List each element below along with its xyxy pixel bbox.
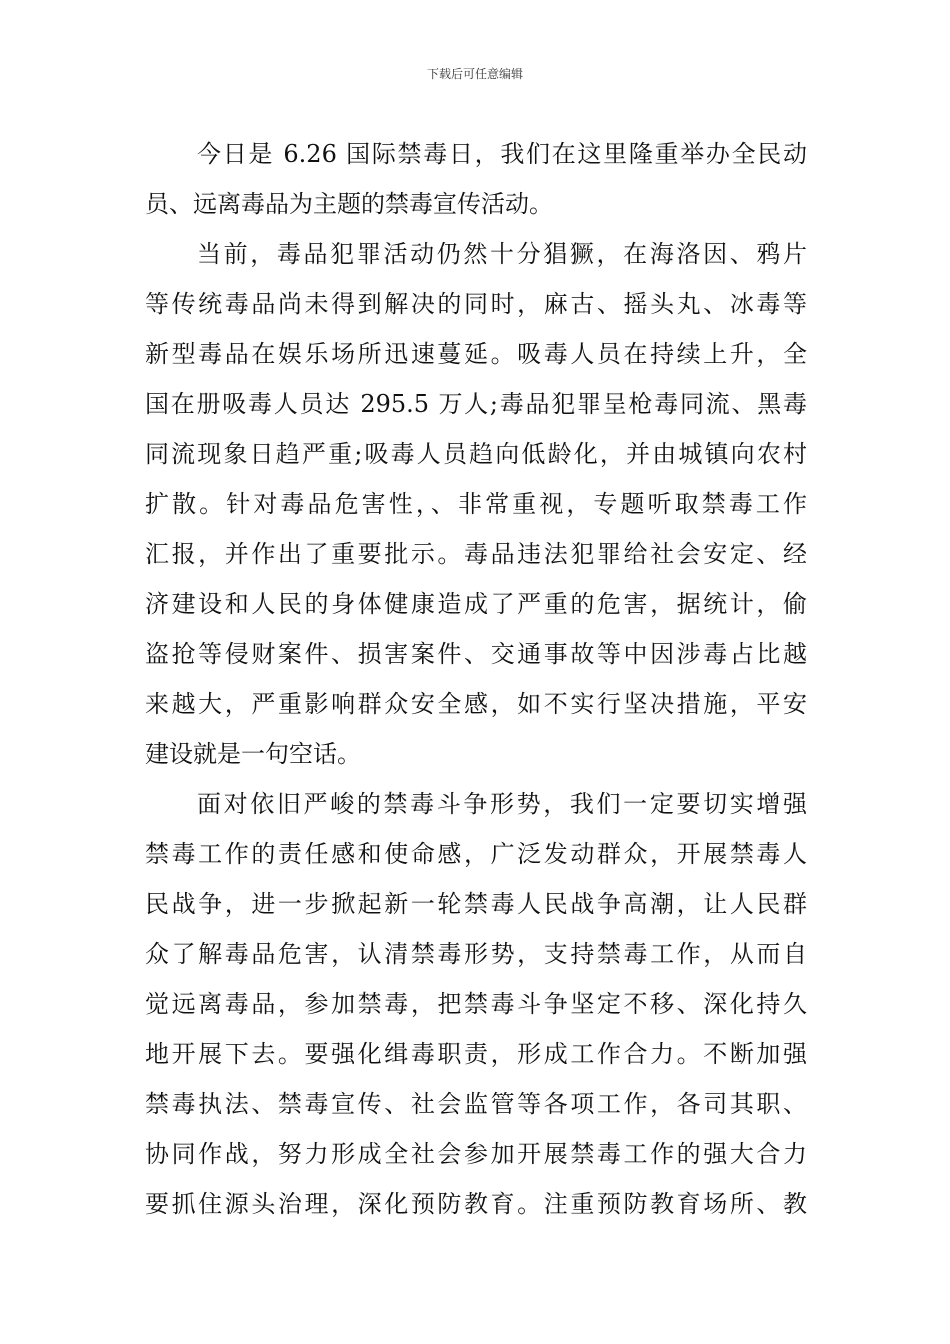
paragraph-line: 国在册吸毒人员达 295.5 万人;毒品犯罪呈枪毒同流、黑毒 bbox=[145, 390, 807, 418]
paragraph-1 bbox=[145, 129, 807, 229]
paragraph-line: 民战争，进一步掀起新一轮禁毒人民战争高潮，让人民群 bbox=[145, 890, 807, 918]
paragraph-line: 面对依旧严峻的禁毒斗争形势，我们一定要切实增强 bbox=[197, 790, 807, 818]
paragraph-line: 济建设和人民的身体健康造成了严重的危害，据统计，偷 bbox=[145, 590, 807, 618]
paragraph-line: 建设就是一句空话。 bbox=[145, 740, 361, 768]
paragraph-line: 汇报，并作出了重要批示。毒品违法犯罪给社会安定、经 bbox=[145, 540, 807, 568]
paragraph-line: 新型毒品在娱乐场所迅速蔓延。吸毒人员在持续上升，全 bbox=[145, 340, 807, 368]
document-body bbox=[145, 129, 807, 1229]
paragraph-line: 觉远离毒品，参加禁毒，把禁毒斗争坚定不移、深化持久 bbox=[145, 990, 807, 1018]
paragraph-line: 当前，毒品犯罪活动仍然十分猖獗，在海洛因、鸦片 bbox=[197, 240, 807, 268]
paragraph-line: 禁毒执法、禁毒宣传、社会监管等各项工作，各司其职、 bbox=[145, 1090, 807, 1118]
paragraph-line: 员、远离毒品为主题的禁毒宣传活动。 bbox=[145, 190, 553, 218]
paragraph-line: 盗抢等侵财案件、损害案件、交通事故等中因涉毒占比越 bbox=[145, 640, 807, 668]
paragraph-line: 禁毒工作的责任感和使命感，广泛发动群众，开展禁毒人 bbox=[145, 840, 807, 868]
paragraph-line: 要抓住源头治理，深化预防教育。注重预防教育场所、教 bbox=[145, 1190, 807, 1218]
paragraph-line: 众了解毒品危害，认清禁毒形势，支持禁毒工作，从而自 bbox=[145, 940, 807, 968]
paragraph-line: 等传统毒品尚未得到解决的同时，麻古、摇头丸、冰毒等 bbox=[145, 290, 807, 318]
paragraph-line: 地开展下去。要强化缉毒职责，形成工作合力。不断加强 bbox=[145, 1040, 807, 1068]
paragraph-line: 同流现象日趋严重;吸毒人员趋向低龄化，并由城镇向农村 bbox=[145, 440, 807, 468]
page-header: 下载后可任意编辑 bbox=[426, 67, 523, 81]
paragraph-line: 协同作战，努力形成全社会参加开展禁毒工作的强大合力 bbox=[145, 1140, 807, 1168]
paragraph-3 bbox=[145, 779, 807, 1229]
paragraph-line: 今日是 6.26 国际禁毒日，我们在这里隆重举办全民动 bbox=[197, 140, 807, 168]
paragraph-2 bbox=[145, 229, 807, 779]
paragraph-line: 来越大，严重影响群众安全感，如不实行坚决措施，平安 bbox=[145, 690, 807, 718]
paragraph-line: 扩散。针对毒品危害性，、非常重视，专题听取禁毒工作 bbox=[145, 490, 807, 518]
